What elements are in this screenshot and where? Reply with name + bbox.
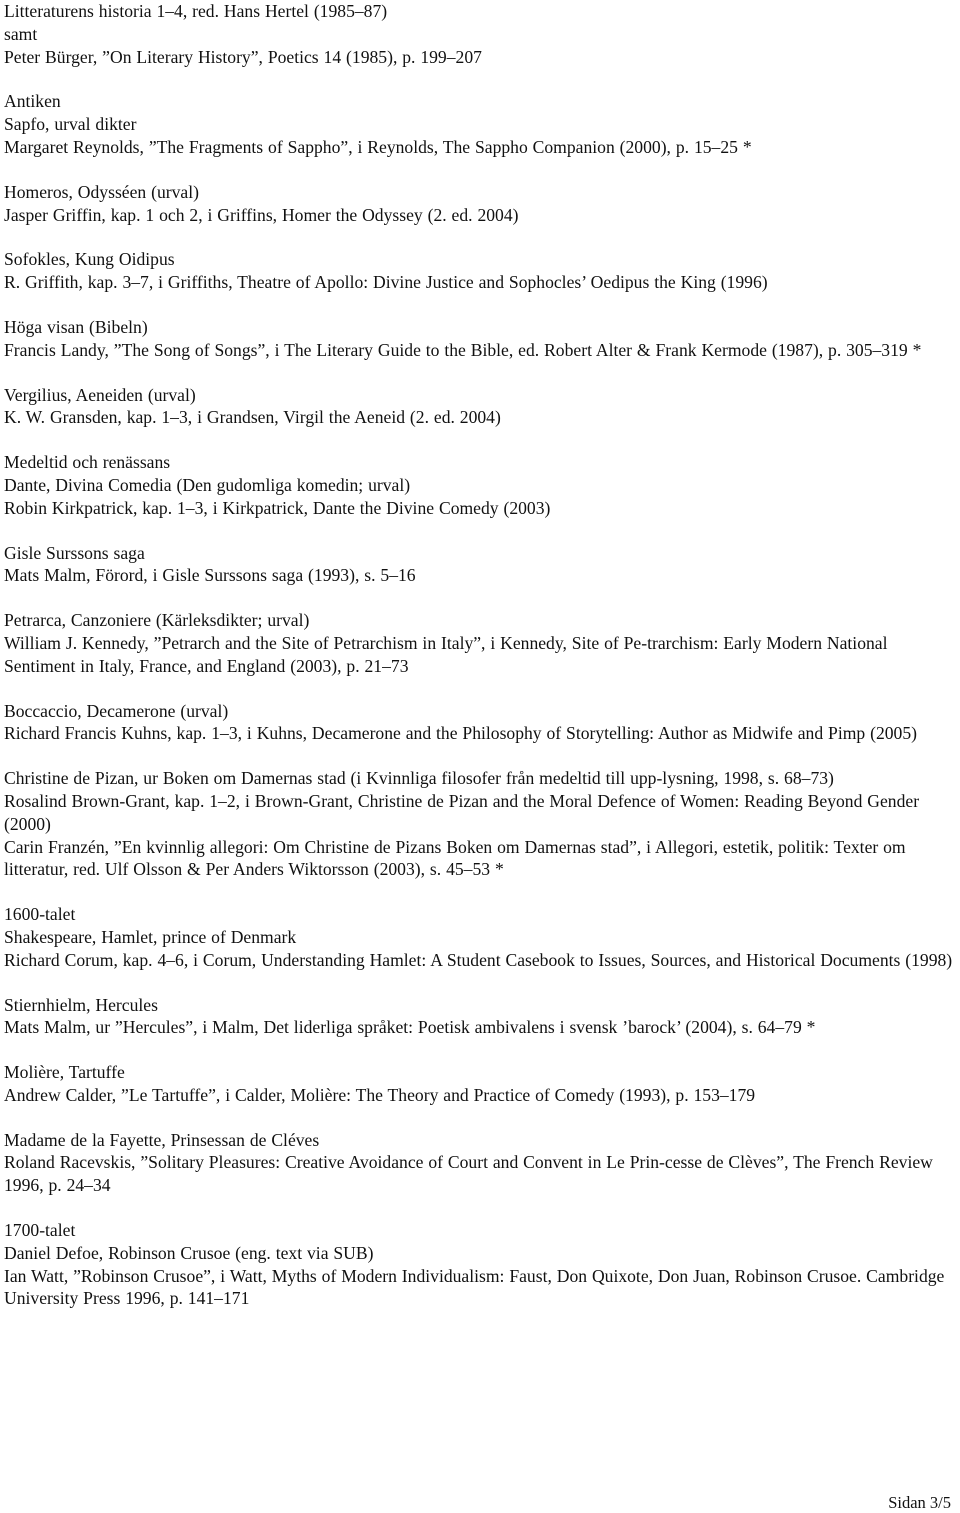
reading-list-section — [4, 316, 960, 362]
reading-list-section — [4, 90, 960, 158]
section-heading: Stiernhielm, Hercules — [4, 994, 158, 1015]
section-heading: Medeltid och renässans — [4, 452, 171, 473]
reading-list-section — [4, 384, 960, 430]
section-heading: Höga visan (Bibeln) — [4, 316, 148, 337]
reading-list-section — [4, 767, 960, 881]
reading-list-section — [4, 1219, 960, 1310]
reading-list-section — [4, 542, 960, 588]
section-heading: Molière, Tartuffe — [4, 1062, 125, 1083]
reference-line: Robin Kirkpatrick, kap. 1–3, i Kirkpatrick, Dante the Divine Comedy (2003) — [4, 497, 551, 518]
reading-list-section — [4, 181, 960, 227]
reference-line: Margaret Reynolds, ”The Fragments of Sappho”, i Reynolds, The Sappho Companion (2000), p. 15–25 * — [4, 136, 752, 157]
document-body — [4, 0, 960, 1332]
page-number: Sidan 3/5 — [888, 1493, 951, 1512]
section-heading: Vergilius, Aeneiden (urval) — [4, 384, 196, 405]
reference-line: Richard Corum, kap. 4–6, i Corum, Understanding Hamlet: A Student Casebook to Issues, Sources, and Historical Documents (1998) — [4, 949, 953, 970]
section-heading: Christine de Pizan, ur Boken om Damernas stad (i Kvinnliga filosofer från medeltid till upp-lysning, 1998, s. 68–73) — [4, 768, 834, 789]
reading-list-section — [4, 1129, 960, 1197]
reading-list-section — [4, 451, 960, 519]
section-heading: Litteraturens historia 1–4, red. Hans Hertel (1985–87) — [4, 1, 388, 21]
reference-line: Jasper Griffin, kap. 1 och 2, i Griffins, Homer the Odyssey (2. ed. 2004) — [4, 204, 519, 225]
reference-line: William J. Kennedy, ”Petrarch and the Site of Petrarchism in Italy”, i Kennedy, Site of Pe-trarchism: Early Modern National Sentiment in Italy, France, and England (2003), p. 21–73 — [4, 632, 888, 676]
reference-line: Shakespeare, Hamlet, prince of Denmark — [4, 926, 297, 947]
section-heading: Sofokles, Kung Oidipus — [4, 249, 175, 270]
reference-line: Richard Francis Kuhns, kap. 1–3, i Kuhns, Decamerone and the Philosophy of Storytelling: Author as Midwife and Pimp (2005) — [4, 723, 917, 744]
reference-line: Carin Franzén, ”En kvinnlig allegori: Om Christine de Pizans Boken om Damernas stad”, i Allegori, estetik, politik: Texter om litteratur, red. Ulf Olsson & Per Anders Wiktorsson (2003), s. 45–53 * — [4, 836, 906, 880]
section-heading: 1700-talet — [4, 1220, 76, 1241]
section-heading: 1600-talet — [4, 904, 76, 925]
reference-line: Dante, Divina Comedia (Den gudomliga komedin; urval) — [4, 474, 411, 495]
section-heading: Petrarca, Canzoniere (Kärleksdikter; urval) — [4, 610, 310, 631]
reading-list-section — [4, 994, 960, 1040]
reference-line: Mats Malm, ur ”Hercules”, i Malm, Det liderliga språket: Poetisk ambivalens i svensk ’barock’ (2004), s. 64–79 * — [4, 1017, 816, 1038]
reference-line: Rosalind Brown-Grant, kap. 1–2, i Brown-Grant, Christine de Pizan and the Moral Defence of Women: Reading Beyond Gender (2000) — [4, 790, 920, 834]
reading-list-section — [4, 609, 960, 677]
reference-line: K. W. Gransden, kap. 1–3, i Grandsen, Virgil the Aeneid (2. ed. 2004) — [4, 407, 501, 428]
reference-line: Francis Landy, ”The Song of Songs”, i The Literary Guide to the Bible, ed. Robert Alter & Frank Kermode (1987), p. 305–319 * — [4, 339, 922, 360]
reading-list-section — [4, 700, 960, 746]
reading-list-section — [4, 1061, 960, 1107]
section-heading: Gisle Surssons saga — [4, 542, 145, 563]
reference-line: Andrew Calder, ”Le Tartuffe”, i Calder, Molière: The Theory and Practice of Comedy (1993), p. 153–179 — [4, 1084, 756, 1105]
section-heading: Antiken — [4, 91, 61, 112]
reference-line: R. Griffith, kap. 3–7, i Griffiths, Theatre of Apollo: Divine Justice and Sophocles’ Oedipus the King (1996) — [4, 272, 768, 293]
reference-line: Mats Malm, Förord, i Gisle Surssons saga (1993), s. 5–16 — [4, 565, 416, 586]
reference-line: Roland Racevskis, ”Solitary Pleasures: Creative Avoidance of Court and Convent in Le Prin-cesse de Clèves”, The French Review 1996, p. 24–34 — [4, 1152, 933, 1196]
reading-list-section — [4, 248, 960, 294]
reference-line: Sapfo, urval dikter — [4, 114, 137, 135]
section-heading: Homeros, Odysséen (urval) — [4, 181, 199, 202]
reference-line: Ian Watt, ”Robinson Crusoe”, i Watt, Myths of Modern Individualism: Faust, Don Quixote, Don Juan, Robinson Crusoe. Cambridge University Press 1996, p. 141–171 — [4, 1265, 945, 1309]
reference-line: Peter Bürger, ”On Literary History”, Poetics 14 (1985), p. 199–207 — [4, 46, 482, 67]
reading-list-section — [4, 0, 960, 68]
section-heading: Madame de la Fayette, Prinsessan de Cléves — [4, 1129, 320, 1150]
reference-line: samt — [4, 23, 38, 44]
reference-line: Daniel Defoe, Robinson Crusoe (eng. text via SUB) — [4, 1242, 374, 1263]
reading-list-section — [4, 903, 960, 971]
section-heading: Boccaccio, Decamerone (urval) — [4, 700, 229, 721]
